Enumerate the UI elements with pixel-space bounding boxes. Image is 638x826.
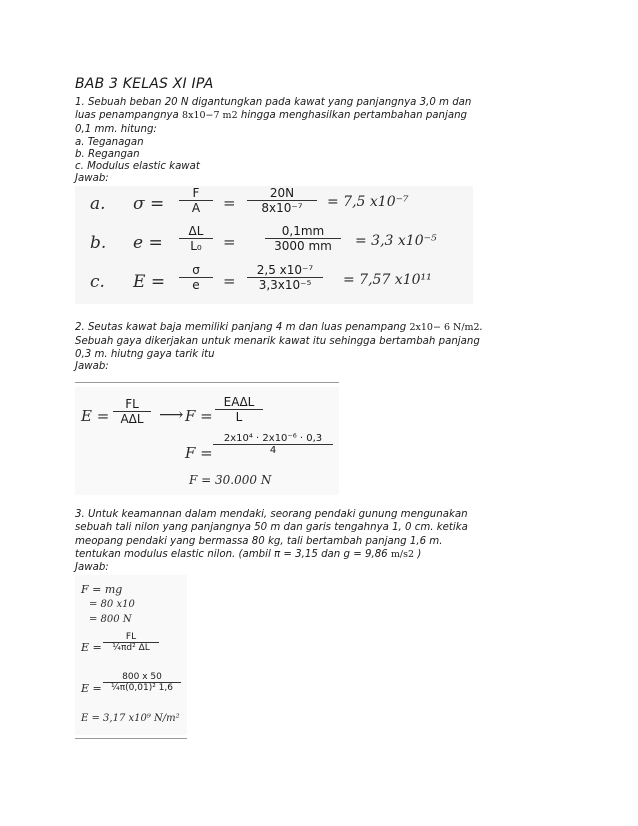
q1-a-formula-num: F <box>179 186 213 201</box>
q2-f-num: EAΔL <box>215 395 263 410</box>
q1-c-formula-num: σ <box>179 263 213 278</box>
q3-e2-formula <box>103 672 181 693</box>
q3-e2-sym: E = <box>81 682 102 695</box>
q1-b-formula-den: L₀ <box>190 239 202 253</box>
q2-line1 <box>75 322 483 334</box>
q1-b-sym: e = <box>133 233 163 253</box>
q1-handwritten-answer <box>75 186 473 304</box>
q1-b-value-den: 3000 mm <box>274 239 332 253</box>
q2-result: F = 30.000 N <box>189 473 272 487</box>
q3-handwritten-answer <box>75 575 187 735</box>
q1-a-formula <box>179 186 213 215</box>
q1-b-formula <box>179 224 213 253</box>
q3-e2-den: ¼π(0,01)² 1,6 <box>111 683 173 693</box>
q2-handwritten-answer <box>75 387 339 495</box>
q1-c-eq: = <box>223 272 236 290</box>
q3-line1: 3. Untuk keamannan dalam mendaki, seorang pendaki gunung mengunakan <box>75 509 468 520</box>
q2-area-value: 2x10− 6 N/m2 <box>409 322 480 333</box>
arrow-right-icon: ⟶ <box>159 405 184 425</box>
q1-b-formula-num: ΔL <box>179 224 213 239</box>
q3-hw-line2: = 80 x10 <box>89 599 135 610</box>
q1-item-c: c. Modulus elastic kawat <box>75 161 200 172</box>
q2-f2-formula <box>213 433 333 456</box>
q2-divider <box>75 382 339 383</box>
q2-f-formula <box>215 395 263 424</box>
q1-line2-c: hingga menghasilkan pertambahan panjang <box>240 110 468 121</box>
q3-line4-a: tentukan modulus elastic nilon. (ambil π = 3,15 dan g = 9,86 <box>75 549 388 560</box>
q3-line4 <box>75 549 421 561</box>
q2-f-den: L <box>235 410 243 424</box>
q2-e-sym: E = <box>81 407 110 425</box>
q3-e-formula <box>103 632 159 653</box>
q1-b-label: b. <box>90 233 107 253</box>
q3-jawab: Jawab: <box>75 562 109 573</box>
page-title: BAB 3 KELAS XI IPA <box>75 76 214 92</box>
q1-a-label: a. <box>90 194 106 214</box>
q1-c-value-den: 3,3x10⁻⁵ <box>258 278 312 292</box>
q1-a-sym: σ = <box>133 194 165 214</box>
q1-jawab: Jawab: <box>75 173 109 184</box>
q1-a-value-num: 20N <box>247 186 317 201</box>
q1-c-formula <box>179 263 213 292</box>
q3-e-sym: E = <box>81 641 102 654</box>
q3-gravity-unit: m/s2 <box>390 549 415 560</box>
q3-line4-c: ) <box>417 549 422 560</box>
q2-f2-sym: F = <box>185 444 213 462</box>
q1-area-value: 8x10−7 m2 <box>182 110 238 121</box>
q1-line3: 0,1 mm. hitung: <box>75 124 157 135</box>
q3-hw-line1: F = mg <box>81 583 123 596</box>
q2-e-den: AΔL <box>120 412 144 426</box>
q1-c-result: = 7,57 x10¹¹ <box>343 272 432 288</box>
q2-e-num: FL <box>113 397 151 412</box>
q1-c-formula-den: e <box>192 278 200 292</box>
q1-b-value <box>265 224 341 253</box>
q1-item-a: a. Teganagan <box>75 137 144 148</box>
q1-b-eq: = <box>223 233 236 251</box>
q3-line2: sebuah tali nilon yang panjangnya 50 m dan garis tengahnya 1, 0 cm. ketika <box>75 522 468 533</box>
q2-line1-c: . <box>479 322 483 333</box>
q1-item-b: b. Regangan <box>75 149 140 160</box>
q1-a-formula-den: A <box>191 201 201 215</box>
q1-b-result: = 3,3 x10⁻⁵ <box>355 233 437 249</box>
q3-line3: meopang pendaki yang bermassa 80 kg, tali bertambah panjang 1,6 m. <box>75 536 443 547</box>
q1-b-value-num: 0,1mm <box>265 224 341 239</box>
q1-a-result: = 7,5 x10⁻⁷ <box>327 194 409 210</box>
q1-line2-a: luas penampangnya <box>75 110 179 121</box>
q1-c-value <box>247 263 323 292</box>
q3-hw-line3: = 800 N <box>89 614 132 625</box>
q3-e2-num: 800 x 50 <box>103 672 181 683</box>
q1-a-value <box>247 186 317 215</box>
q3-result: E = 3,17 x10⁹ N/m² <box>81 713 180 724</box>
q2-line3: 0,3 m. hiutng gaya tarik itu <box>75 349 215 360</box>
q1-line1: 1. Sebuah beban 20 N digantungkan pada kawat yang panjangnya 3,0 m dan <box>75 97 472 108</box>
q3-e-num: FL <box>103 632 159 643</box>
q1-c-sym: E = <box>133 272 166 292</box>
q2-line1-a: 2. Seutas kawat baja memiliki panjang 4 m dan luas penampang <box>75 322 407 333</box>
q1-a-eq: = <box>223 194 236 212</box>
q2-jawab: Jawab: <box>75 361 109 372</box>
q2-e-formula <box>113 397 151 426</box>
q2-line2: Sebuah gaya dikerjakan untuk menarik kawat itu sehingga bertambah panjang <box>75 336 480 347</box>
q1-c-label: c. <box>90 272 105 292</box>
q1-line2 <box>75 110 467 122</box>
q1-a-value-den: 8x10⁻⁷ <box>261 201 303 215</box>
q2-f2-den: 4 <box>269 445 277 456</box>
q1-c-value-num: 2,5 x10⁻⁷ <box>247 263 323 278</box>
q2-f2-num: 2x10⁴ · 2x10⁻⁶ · 0,3 <box>213 433 333 445</box>
q3-e-den: ¼πd² ΔL <box>112 643 150 653</box>
q2-f-sym: F = <box>185 407 213 425</box>
q3-divider <box>75 738 187 739</box>
